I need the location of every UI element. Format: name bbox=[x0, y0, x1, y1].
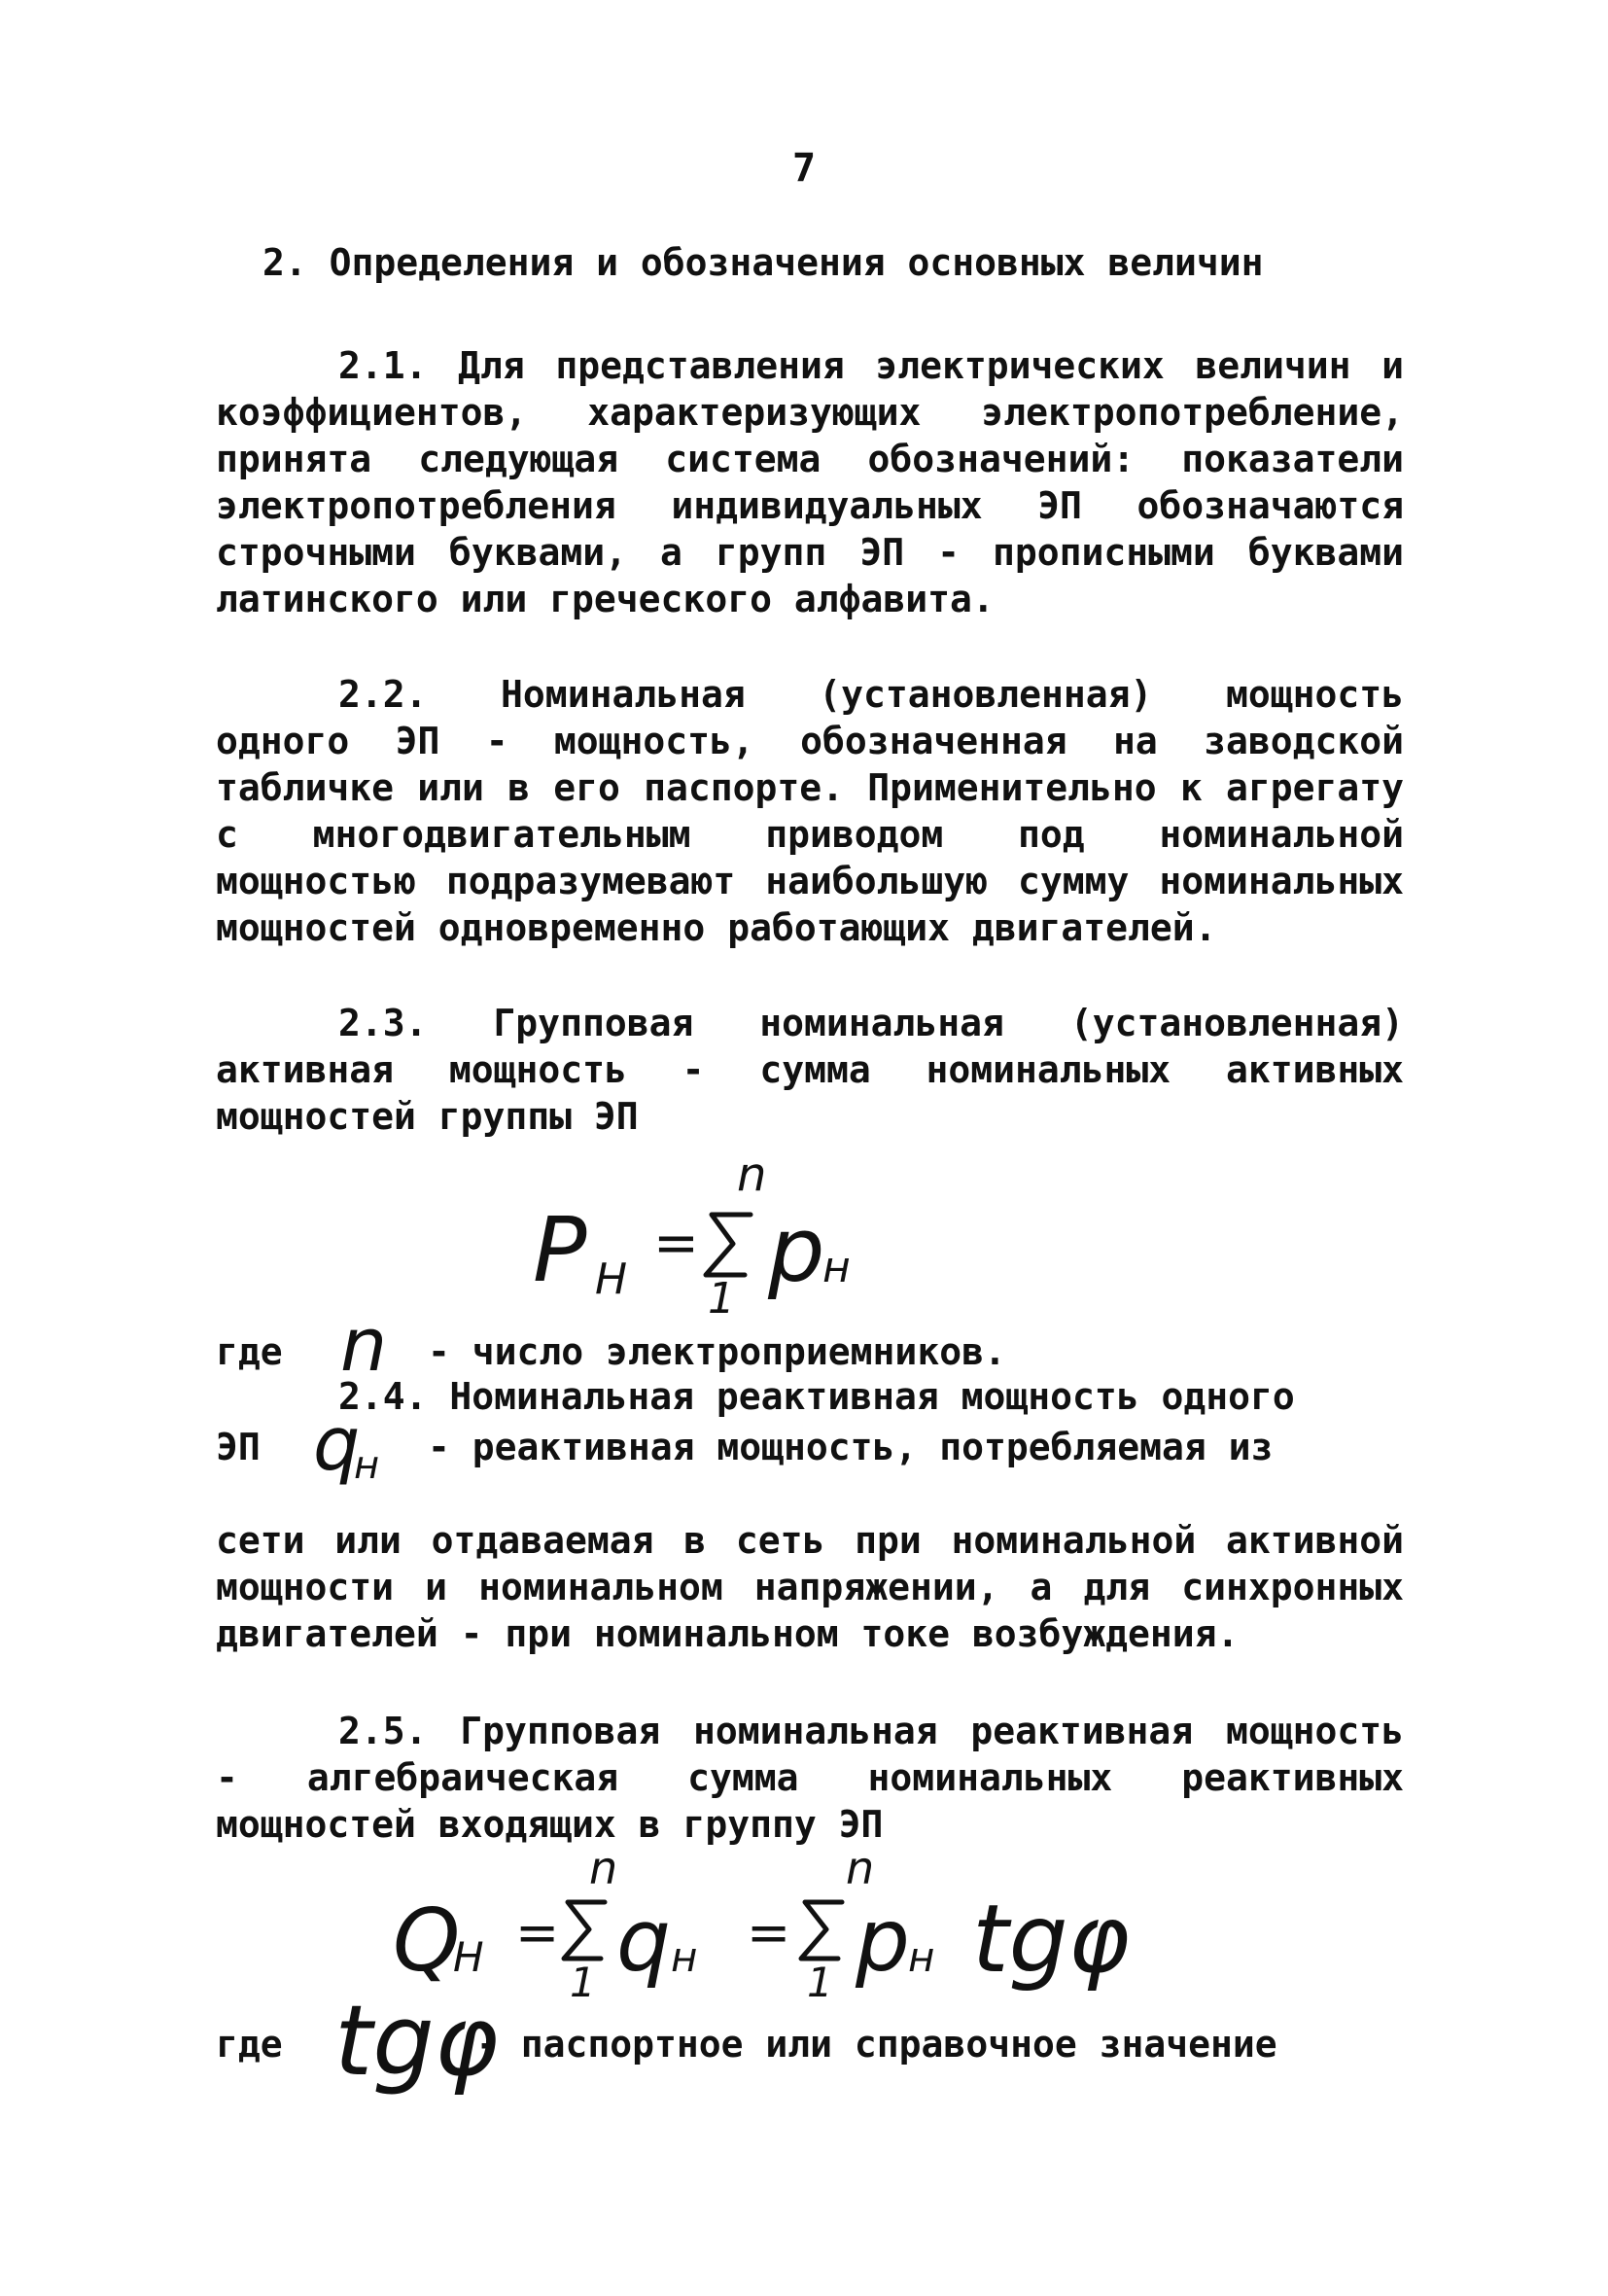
formula-rhs-sub: н bbox=[822, 1243, 851, 1292]
formula2-equals-1: = bbox=[515, 1902, 560, 1963]
formula-rhs: p bbox=[768, 1198, 825, 1302]
formula2-lhs-sub: Н bbox=[453, 1933, 484, 1981]
paragraph-2-3: 2.3. Групповая номинальная (установленная) активная мощность - сумма номинальных активных мощностей группы ЭП bbox=[216, 1002, 1404, 1138]
paragraph-2-4-rest: сети или отдаваемая в сеть при номинальной активной мощности и номинальном напряжении, а для синхронных двигателей - при номинальном токе возбуждения. bbox=[216, 1519, 1404, 1655]
formula-sum-bottom: 1 bbox=[708, 1274, 735, 1324]
formula-lhs: P bbox=[533, 1198, 587, 1302]
formula2-sum1-bottom: 1 bbox=[570, 1959, 596, 2006]
sigma-symbol bbox=[700, 1211, 758, 1279]
tg-phi-symbol: tgφ bbox=[334, 1984, 499, 2098]
where-tg-text: - паспортное или справочное значение bbox=[476, 2023, 1277, 2066]
formula2-term1: q bbox=[616, 1890, 671, 1991]
qn-sub: н bbox=[354, 1443, 380, 1488]
paragraph-2-4-line1: 2.4. Номинальная реактивная мощность одного bbox=[338, 1375, 1295, 1418]
paragraph-2-4-ep: ЭП bbox=[216, 1426, 261, 1468]
formula2-lhs: Q bbox=[393, 1890, 461, 1991]
formula-equals: = bbox=[653, 1212, 699, 1275]
formula-sum-top: n bbox=[737, 1148, 767, 1202]
formula2-sum1-top: n bbox=[589, 1842, 618, 1894]
formula2-sum2-top: n bbox=[846, 1842, 875, 1894]
where-n-text: - число электроприемников. bbox=[428, 1330, 1006, 1373]
paragraph-2-1: 2.1. Для представления электрических величин и коэффициентов, характеризующих электропотребление, принята следующая система обозначений: показатели электропотребления индивидуальных ЭП обозначаются строчными буквами, а групп ЭП - прописными буквами латинского или греческого алфавита. bbox=[216, 344, 1404, 620]
paragraph-2-4-line2: - реактивная мощность, потребляемая из bbox=[428, 1426, 1274, 1468]
where-n-prefix: где bbox=[216, 1330, 283, 1373]
formula2-equals-2: = bbox=[747, 1902, 791, 1963]
formula2-sum2-bottom: 1 bbox=[807, 1959, 833, 2006]
paragraph-2-2: 2.2. Номинальная (установленная) мощность одного ЭП - мощность, обозначенная на заводской табличке или в его паспорте. Применительно к агрегату с многодвигательным приводом под номинальной мощностью подразумевают наибольшую сумму номинальных мощностей одновременно работающих двигателей. bbox=[216, 673, 1404, 949]
n-symbol: n bbox=[340, 1301, 388, 1388]
formula2-term2-sub: н bbox=[908, 1933, 935, 1981]
sigma-symbol-2 bbox=[795, 1898, 850, 1962]
formula-lhs-sub: Н bbox=[595, 1254, 628, 1304]
formula2-tg-phi: tgφ bbox=[972, 1885, 1130, 1994]
qn-symbol: q bbox=[313, 1400, 361, 1487]
formula2-term2: p bbox=[856, 1890, 910, 1991]
page-number: 7 bbox=[791, 146, 817, 191]
paragraph-2-5: 2.5. Групповая номинальная реактивная мощность - алгебраическая сумма номинальных реактивных мощностей входящих в группу ЭП bbox=[216, 1710, 1404, 1846]
formula2-term1-sub: н bbox=[671, 1933, 698, 1981]
where-tg-prefix: где bbox=[216, 2023, 283, 2066]
sigma-symbol-1 bbox=[558, 1898, 612, 1962]
section-heading: 2. Определения и обозначения основных величин bbox=[262, 241, 1264, 284]
